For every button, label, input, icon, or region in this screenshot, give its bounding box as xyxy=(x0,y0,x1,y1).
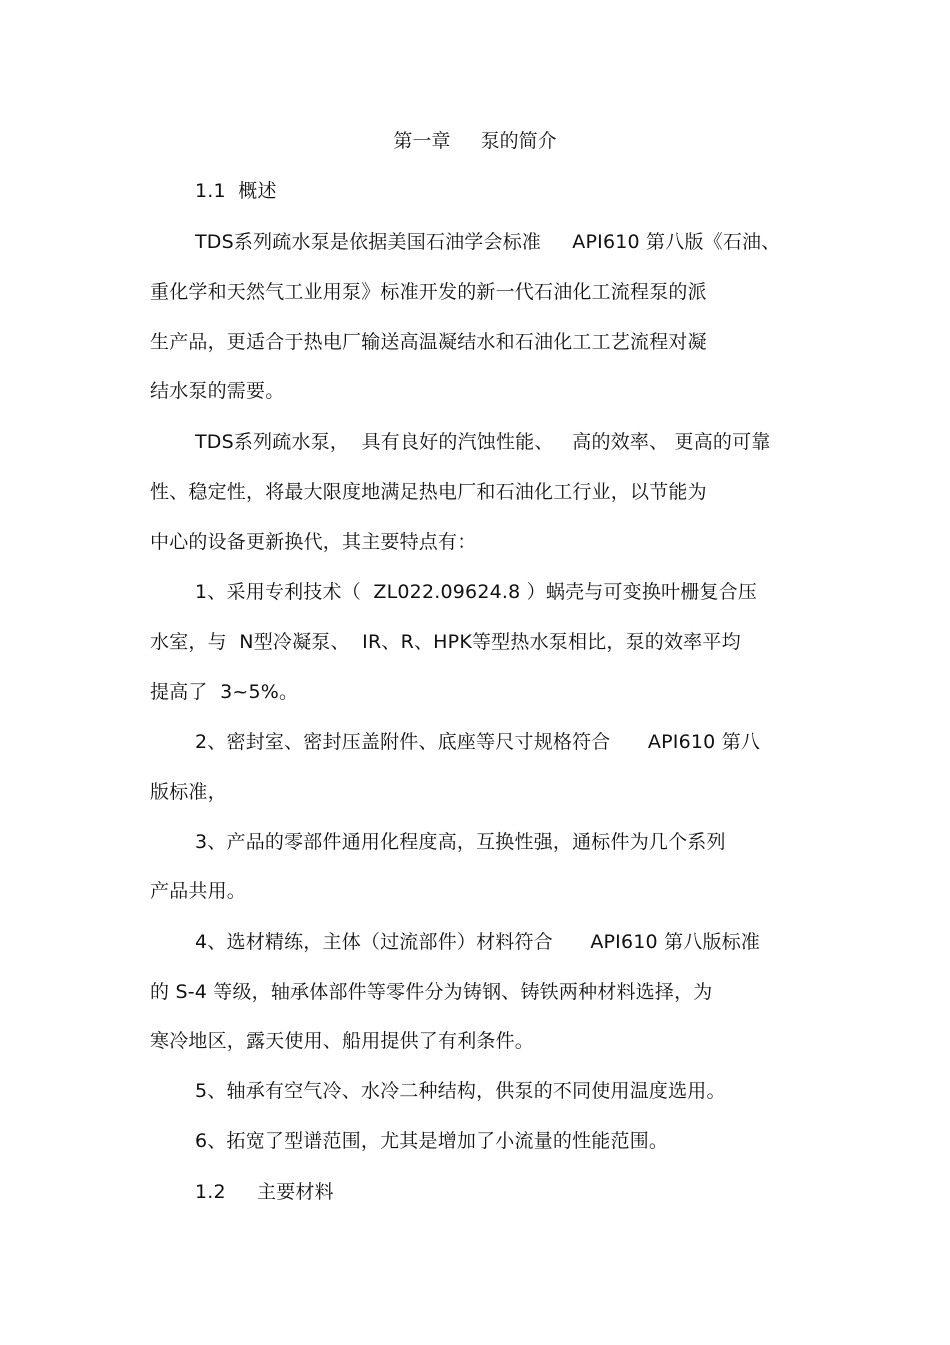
feature-item-5: 5、轴承有空气冷、水冷二种结构，供泵的不同使用温度选用。 xyxy=(195,1080,726,1102)
paragraph-line: 版标准， xyxy=(150,781,227,803)
feature-item-3: 3、产品的零部件通用化程度高，互换性强，通标件为几个系列 xyxy=(195,831,726,853)
feature-item-2: 2、密封室、密封压盖附件、底座等尺寸规格符合 API610 第八 xyxy=(195,731,761,753)
paragraph-line: 重化学和天然气工业用泵》标准开发的新一代石油化工流程泵的派 xyxy=(150,281,707,303)
paragraph-line: 寒冷地区，露天使用、船用提供了有利条件。 xyxy=(150,1030,535,1052)
paragraph-line: 中心的设备更新换代，其主要特点有： xyxy=(150,531,477,553)
paragraph-line: TDS系列疏水泵， 具有良好的汽蚀性能、 高的效率、 更高的可靠 xyxy=(195,431,771,453)
feature-item-4: 4、选材精练，主体（过流部件）材料符合 API610 第八版标准 xyxy=(195,931,761,953)
feature-item-6: 6、拓宽了型谱范围，尤其是增加了小流量的性能范围。 xyxy=(195,1130,669,1152)
paragraph-line: 生产品，更适合于热电厂输送高温凝结水和石油化工工艺流程对凝 xyxy=(150,331,707,353)
chapter-title: 第一章 泵的简介 xyxy=(393,130,557,152)
section-heading-1-2: 1.2 主要材料 xyxy=(195,1181,334,1203)
paragraph-line: 的 S-4 等级，轴承体部件等零件分为铸钢、铸铁两种材料选择，为 xyxy=(150,981,713,1003)
paragraph-line: 结水泵的需要。 xyxy=(150,380,285,402)
feature-item-1: 1、采用专利技术（ ZL022.09624.8 ）蜗壳与可变换叶栅复合压 xyxy=(195,581,758,603)
paragraph-line: 提高了 3~5%。 xyxy=(150,681,299,703)
section-heading-1-1: 1.1 概述 xyxy=(195,180,277,202)
paragraph-line: TDS系列疏水泵是依据美国石油学会标准 API610 第八版《石油、 xyxy=(195,231,781,253)
paragraph-line: 性、稳定性，将最大限度地满足热电厂和石油化工行业，以节能为 xyxy=(150,481,707,503)
paragraph-line: 产品共用。 xyxy=(150,880,247,902)
paragraph-line: 水室，与 N型冷凝泵、 IR、R、HPK等型热水泵相比，泵的效率平均 xyxy=(150,631,741,653)
